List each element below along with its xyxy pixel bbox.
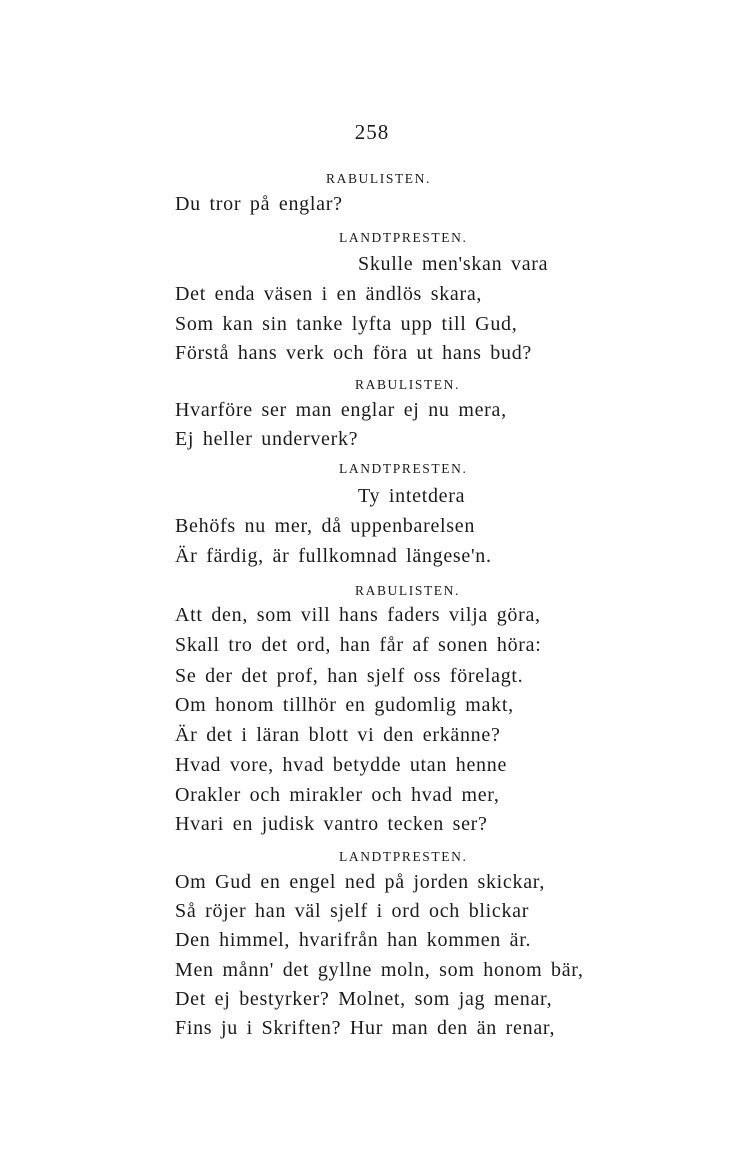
verse-line: Hvad vore, hvad betydde utan henne <box>175 754 508 776</box>
speaker-heading: LANDTPRESTEN. <box>339 230 468 245</box>
verse-line: Om honom tillhör en gudomlig makt, <box>175 694 514 716</box>
verse-line: Orakler och mirakler och hvad mer, <box>175 784 500 806</box>
verse-line: Hvari en judisk vantro tecken ser? <box>175 813 488 835</box>
verse-line: Behöfs nu mer, då uppenbarelsen <box>175 515 476 537</box>
speaker-heading: LANDTPRESTEN. <box>339 849 468 864</box>
verse-line: Att den, som vill hans faders vilja göra, <box>175 604 541 626</box>
verse-line: Fins ju i Skriften? Hur man den än renar, <box>175 1017 556 1039</box>
verse-line: Skall tro det ord, han får af sonen höra: <box>175 634 542 656</box>
verse-line: Som kan sin tanke lyfta upp till Gud, <box>175 313 518 335</box>
verse-line: Du tror på englar? <box>175 193 343 215</box>
verse-line: Förstå hans verk och föra ut hans bud? <box>175 342 532 364</box>
speaker-heading: RABULISTEN. <box>355 377 460 392</box>
verse-line: Hvarföre ser man englar ej nu mera, <box>175 399 507 421</box>
speaker-heading: RABULISTEN. <box>326 171 431 186</box>
verse-line: Men månn' det gyllne moln, som honom bär, <box>175 959 584 981</box>
speaker-heading: LANDTPRESTEN. <box>339 461 468 476</box>
page-number: 258 <box>354 120 390 144</box>
verse-line: Se der det prof, han sjelf oss förelagt. <box>175 665 524 687</box>
verse-line: Så röjer han väl sjelf i ord och blickar <box>175 900 530 922</box>
verse-line: Är färdig, är fullkomnad längese'n. <box>175 545 492 567</box>
verse-line: Ej heller underverk? <box>175 428 359 450</box>
verse-line: Ty intetdera <box>358 485 466 507</box>
verse-line: Är det i läran blott vi den erkänne? <box>175 724 501 746</box>
verse-line: Den himmel, hvarifrån han kommen är. <box>175 929 532 951</box>
verse-line: Skulle men'skan vara <box>358 253 549 275</box>
speaker-heading: RABULISTEN. <box>355 583 460 598</box>
verse-line: Om Gud en engel ned på jorden skickar, <box>175 871 546 893</box>
verse-line: Det ej bestyrker? Molnet, som jag menar, <box>175 988 553 1010</box>
verse-line: Det enda väsen i en ändlös skara, <box>175 283 483 305</box>
